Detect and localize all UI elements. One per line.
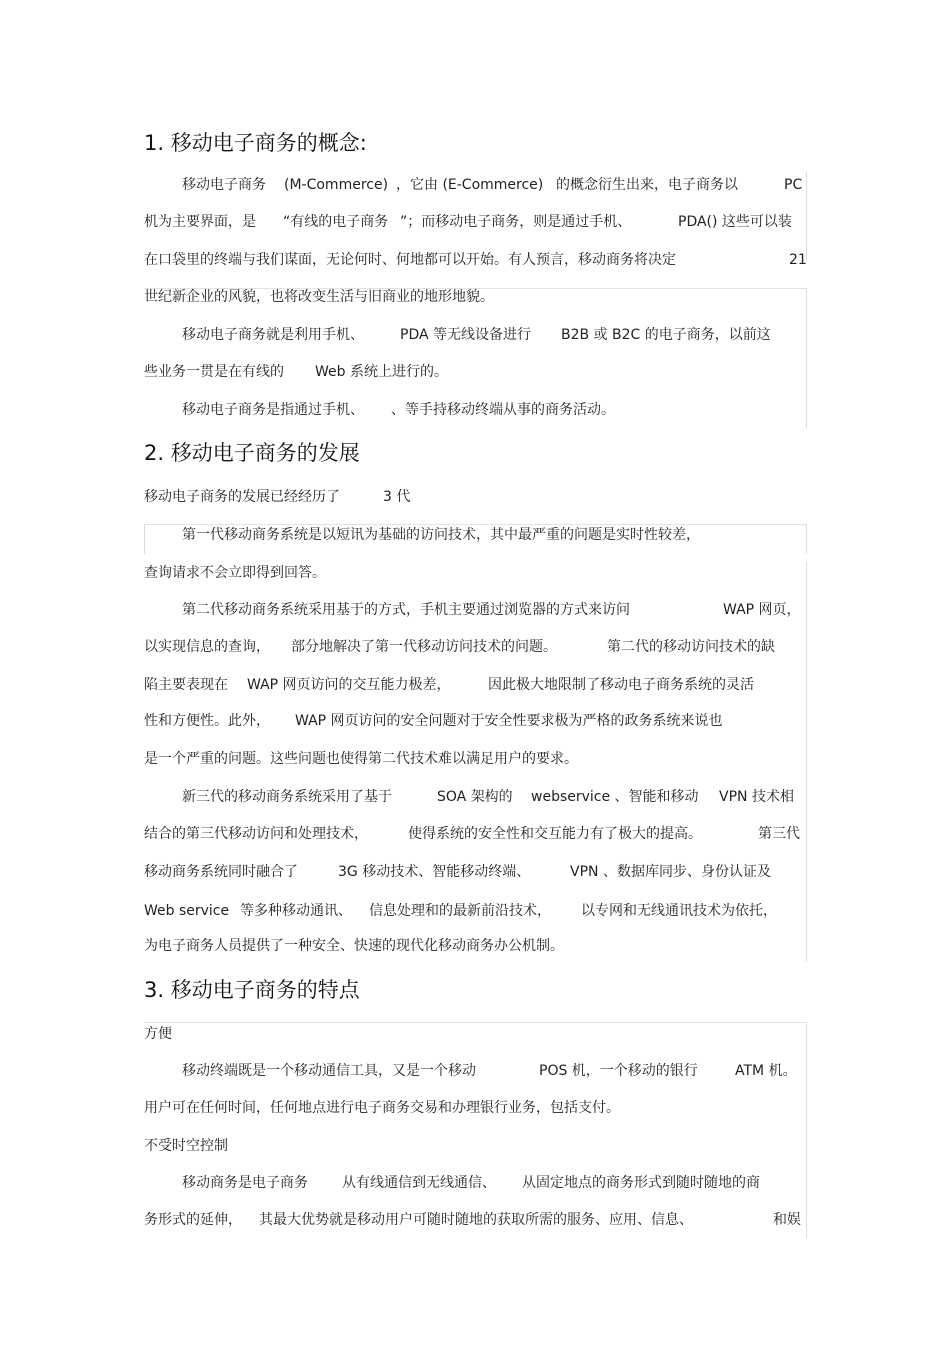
- text-run: 移动电子商务: [182, 177, 266, 193]
- text-run: 第二代的移动访问技术的缺: [607, 639, 775, 655]
- text-run: 其最大优势就是移动用户可随时随地的获取所需的服务、应用、信息、: [259, 1212, 693, 1228]
- table-border: [806, 524, 807, 554]
- text-run: 性和方便性。此外，: [144, 713, 270, 729]
- text-run: Web service: [144, 903, 230, 919]
- text-run: 移动电子商务是指通过手机、: [182, 402, 364, 418]
- text-run: 机为主要界面，是: [144, 214, 256, 230]
- text-run: WAP 网页，: [723, 602, 801, 618]
- text-run: 以专网和无线通讯技术为依托，: [581, 903, 777, 919]
- text-run: webservice 、智能和移动: [531, 789, 699, 805]
- text-run: WAP 网页访问的交互能力极差，: [247, 677, 451, 693]
- text-run: ATM 机。: [735, 1063, 797, 1079]
- text-run: 新三代的移动商务系统采用了基于: [182, 789, 392, 805]
- table-border: [144, 524, 806, 525]
- text-run: 因此极大地限制了移动电子商务系统的灵活: [488, 677, 754, 693]
- text-run: SOA 架构的: [437, 789, 513, 805]
- text-run: 21: [789, 252, 807, 268]
- text-run: 些业务一贯是在有线的: [144, 364, 284, 380]
- table-border: [806, 172, 807, 260]
- table-border: [806, 562, 807, 962]
- text-run: ，它由 (E-Commerce): [396, 177, 544, 193]
- text-run: 在口袋里的终端与我们谋面，无论何时、何地都可以开始。有人预言，移动商务将决定: [144, 252, 676, 268]
- text-run: 用户可在任何时间，任何地点进行电子商务交易和办理银行业务，包括支付。: [144, 1100, 620, 1116]
- text-run: 方便: [144, 1026, 172, 1042]
- text-run: 3G 移动技术、智能移动终端、: [338, 864, 531, 880]
- text-run: 信息处理和的最新前沿技术，: [369, 903, 551, 919]
- text-run: 结合的第三代移动访问和处理技术，: [144, 826, 368, 842]
- text-run: 从固定地点的商务形式到随时随地的商: [522, 1175, 760, 1191]
- text-run: PC: [784, 177, 803, 193]
- section-heading: 1. 移动电子商务的概念:: [144, 131, 367, 155]
- text-run: 的概念衍生出来，电子商务以: [556, 177, 738, 193]
- text-run: 等多种移动通讯、: [240, 903, 352, 919]
- text-run: “有线的电子商务: [283, 214, 389, 230]
- table-border: [806, 288, 807, 428]
- text-run: 移动商务系统同时融合了: [144, 864, 298, 880]
- text-run: PDA 等无线设备进行: [400, 327, 532, 343]
- text-run: 第一代移动商务系统是以短讯为基础的访问技术，其中最严重的问题是实时性较差，: [182, 527, 700, 543]
- text-run: PDA() 这些可以装: [678, 214, 792, 230]
- text-run: VPN 技术相: [719, 789, 794, 805]
- text-run: 不受时空控制: [144, 1138, 228, 1154]
- text-run: 为电子商务人员提供了一种安全、快速的现代化移动商务办公机制。: [144, 938, 564, 954]
- text-run: 世纪新企业的风貌，也将改变生活与旧商业的地形地貌。: [144, 289, 494, 305]
- text-run: WAP 网页访问的安全问题对于安全性要求极为严格的政务系统来说也: [295, 713, 723, 729]
- text-run: Web 系统上进行的。: [315, 364, 448, 380]
- text-run: B2B 或 B2C 的电子商务，以前这: [561, 327, 771, 343]
- text-run: ”；而移动电子商务，则是通过手机、: [400, 214, 632, 230]
- text-run: 3 代: [383, 489, 411, 505]
- section-heading: 2. 移动电子商务的发展: [144, 441, 360, 465]
- text-run: 陷主要表现在: [144, 677, 228, 693]
- text-run: 使得系统的安全性和交互能力有了极大的提高。: [408, 826, 702, 842]
- table-border: [144, 524, 145, 554]
- text-run: 务形式的延伸，: [144, 1212, 242, 1228]
- text-run: 是一个严重的问题。这些问题也使得第二代技术难以满足用户的要求。: [144, 751, 578, 767]
- text-run: 移动终端既是一个移动通信工具，又是一个移动: [182, 1063, 476, 1079]
- text-run: VPN 、数据库同步、身份认证及: [570, 864, 771, 880]
- text-run: (M-Commerce): [284, 177, 389, 193]
- text-run: 部分地解决了第一代移动访问技术的问题。: [291, 639, 557, 655]
- table-border: [806, 1022, 807, 1238]
- text-run: 查询请求不会立即得到回答。: [144, 565, 326, 581]
- text-run: 第三代: [758, 826, 800, 842]
- text-run: 以实现信息的查询，: [144, 639, 270, 655]
- text-run: 移动商务是电子商务: [182, 1175, 308, 1191]
- text-run: POS 机，一个移动的银行: [539, 1063, 698, 1079]
- table-border: [144, 1022, 806, 1023]
- text-run: 第二代移动商务系统采用基于的方式，手机主要通过浏览器的方式来访问: [182, 602, 630, 618]
- text-run: 移动电子商务就是利用手机、: [182, 327, 364, 343]
- text-run: 移动电子商务的发展已经经历了: [144, 489, 340, 505]
- text-run: 、等手持移动终端从事的商务活动。: [391, 402, 615, 418]
- text-run: 和娱: [773, 1212, 801, 1228]
- section-heading: 3. 移动电子商务的特点: [144, 978, 360, 1002]
- text-run: 从有线通信到无线通信、: [342, 1175, 496, 1191]
